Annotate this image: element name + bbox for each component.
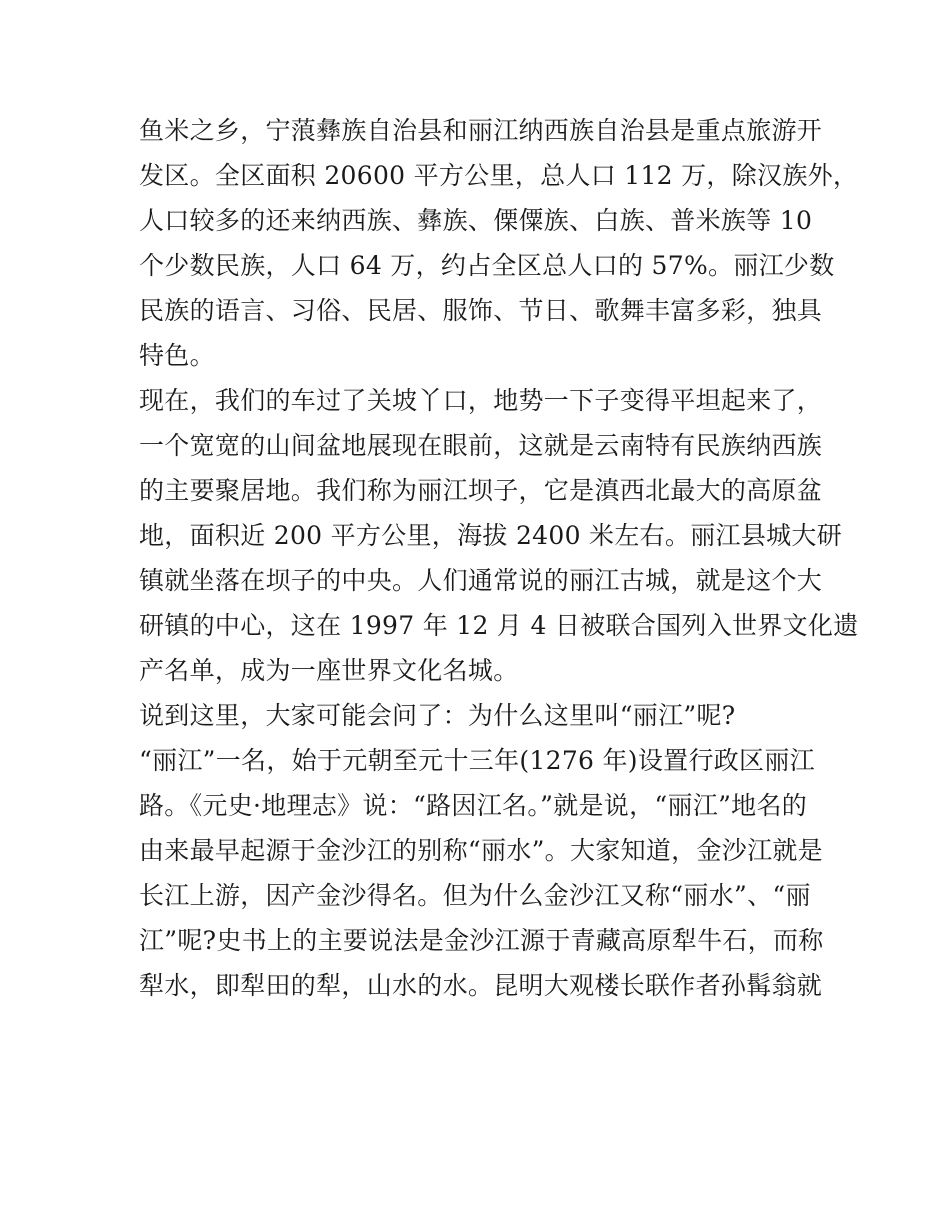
- text-line: 说到这里，大家可能会问了：为什么这里叫“丽江”呢?: [139, 701, 736, 730]
- text-line: 一个宽宽的山间盆地展现在眼前，这就是云南特有民族纳西族: [139, 431, 823, 460]
- document-body-text: [139, 108, 859, 1008]
- text-line: 江”呢?史书上的主要说法是金沙江源于青藏高原犁牛石，而称: [139, 926, 824, 955]
- text-line: 地，面积近 200 平方公里，海拔 2400 米左右。丽江县城大研: [139, 521, 843, 550]
- text-line: 特色。: [139, 341, 215, 370]
- text-line: 路。《元史·地理志》说：“路因江名。”就是说，“丽江”地名的: [139, 791, 808, 820]
- text-line: 发区。全区面积 20600 平方公里，总人口 112 万，除汉族外，: [139, 161, 859, 190]
- text-line: 研镇的中心，这在 1997 年 12 月 4 日被联合国列入世界文化遗: [139, 611, 859, 640]
- text-line: 由来最早起源于金沙江的别称“丽水”。大家知道，金沙江就是: [139, 836, 823, 865]
- text-line: 犁水，即犁田的犁，山水的水。昆明大观楼长联作者孙髯翁就: [139, 971, 823, 1000]
- text-line: 民族的语言、习俗、民居、服饰、节日、歌舞丰富多彩，独具: [139, 296, 823, 325]
- text-line: 镇就坐落在坝子的中央。人们通常说的丽江古城，就是这个大: [139, 566, 823, 595]
- text-line: “丽江”一名，始于元朝至元十三年(1276 年)设置行政区丽江: [139, 746, 815, 775]
- text-line: 鱼米之乡，宁蒗彝族自治县和丽江纳西族自治县是重点旅游开: [139, 116, 823, 145]
- text-line: 个少数民族，人口 64 万，约占全区总人口的 57%。丽江少数: [139, 251, 835, 280]
- text-line: 产名单，成为一座世界文化名城。: [139, 656, 519, 685]
- text-line: 人口较多的还来纳西族、彝族、傈僳族、白族、普米族等 10: [139, 206, 813, 235]
- text-line: 的主要聚居地。我们称为丽江坝子，它是滇西北最大的高原盆: [139, 476, 823, 505]
- text-line: 长江上游，因产金沙得名。但为什么金沙江又称“丽水”、“丽: [139, 881, 811, 910]
- text-line: 现在，我们的车过了关坡丫口，地势一下子变得平坦起来了，: [139, 386, 823, 415]
